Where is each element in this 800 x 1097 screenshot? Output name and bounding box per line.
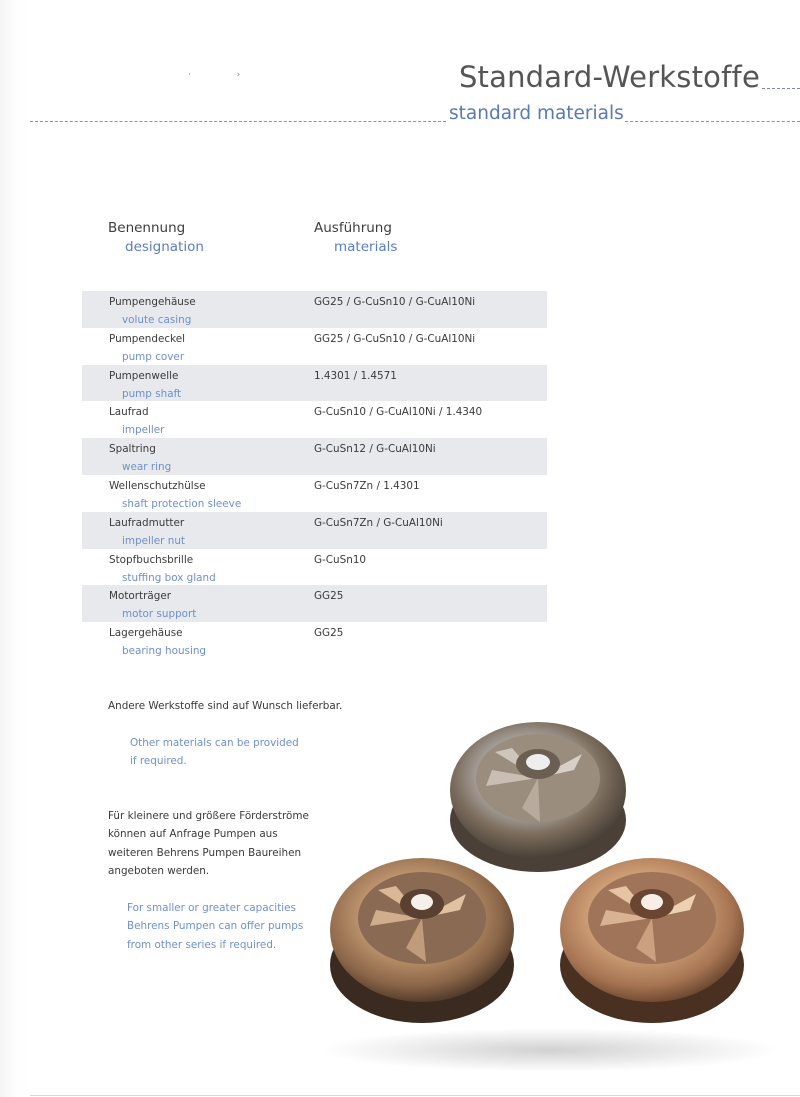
- other-materials-note-en: [130, 734, 299, 771]
- designation-en: pump shaft: [122, 387, 182, 400]
- photo-shadow: [320, 1028, 780, 1070]
- table-row: [82, 512, 547, 549]
- designation-de: Pumpendeckel: [109, 332, 185, 345]
- table-row: [82, 365, 547, 402]
- designation-de: Laufradmutter: [109, 516, 185, 529]
- designation-en: bearing housing: [122, 645, 207, 658]
- designation-de: Laufrad: [109, 406, 149, 419]
- table-row: [82, 291, 547, 328]
- note-line: Für kleinere und größere Förderströme: [108, 810, 309, 822]
- note-line: Behrens Pumpen can offer pumps: [127, 920, 304, 933]
- series-note-de: [108, 807, 309, 880]
- bronze-impeller: [330, 858, 514, 1023]
- table-row: [82, 549, 547, 586]
- materials-header-en: materials: [334, 239, 398, 255]
- note-line: können auf Anfrage Pumpen aus: [108, 828, 278, 841]
- dotted-rule-left: [30, 121, 446, 122]
- designation-de: Motorträger: [109, 590, 171, 603]
- impellers-photo: [290, 690, 800, 1070]
- scan-specks: · ›: [188, 70, 241, 80]
- material-value: GG25 / G-CuSn10 / G-CuAl10Ni: [314, 296, 476, 308]
- material-value: G-CuSn10: [314, 553, 367, 566]
- designation-de: Pumpenwelle: [109, 369, 179, 382]
- note-line: Other materials can be provided: [130, 737, 299, 749]
- materials-table: [82, 291, 547, 659]
- steel-impeller: [450, 722, 626, 872]
- designation-header-en: designation: [125, 239, 204, 255]
- table-row: [82, 401, 547, 438]
- table-row: [82, 328, 547, 365]
- material-value: GG25: [314, 627, 344, 640]
- bottom-rule: [30, 1095, 800, 1096]
- table-row: [82, 438, 547, 475]
- designation-de: Lagergehäuse: [109, 627, 183, 640]
- material-value: 1.4301 / 1.4571: [314, 369, 397, 382]
- designation-de: Spaltring: [109, 443, 156, 456]
- material-value: GG25: [314, 590, 344, 603]
- page-title: Standard-Werkstoffe: [458, 60, 760, 94]
- designation-de: Stopfbuchsbrille: [109, 553, 194, 566]
- table-row: [82, 475, 547, 512]
- page-subtitle: standard materials: [449, 103, 624, 124]
- dotted-rule-right: [625, 121, 800, 122]
- designation-en: pump cover: [122, 350, 185, 363]
- designation-en: motor support: [122, 608, 197, 621]
- designation-en: wear ring: [122, 461, 172, 474]
- note-line: angeboten werden.: [108, 864, 210, 877]
- designation-en: shaft protection sleeve: [122, 497, 242, 510]
- note-line: from other series if required.: [127, 938, 277, 951]
- table-row: [82, 622, 547, 659]
- designation-en: impeller: [122, 424, 165, 437]
- series-note-en: [127, 899, 303, 954]
- designation-header: Benennung: [108, 220, 186, 236]
- materials-header: Ausführung: [314, 220, 392, 236]
- title-dotted-rule: [762, 88, 800, 89]
- note-line: if required.: [130, 755, 187, 768]
- other-materials-note-de: Andere Werkstoffe sind auf Wunsch lieferbar.: [108, 700, 343, 712]
- designation-de: Pumpengehäuse: [109, 296, 196, 308]
- note-line: weiteren Behrens Pumpen Baureihen: [108, 846, 302, 859]
- designation-en: stuffing box gland: [122, 571, 216, 584]
- material-value: G-CuSn7Zn / G-CuAl10Ni: [314, 516, 443, 529]
- designation-de: Wellenschutzhülse: [109, 479, 206, 492]
- material-value: G-CuSn12 / G-CuAl10Ni: [314, 443, 436, 456]
- note-line: For smaller or greater capacities: [127, 902, 296, 914]
- material-value: G-CuSn10 / G-CuAl10Ni / 1.4340: [314, 406, 483, 419]
- material-value: G-CuSn7Zn / 1.4301: [314, 479, 420, 492]
- designation-en: volute casing: [122, 314, 192, 326]
- copper-impeller: [560, 858, 744, 1023]
- designation-en: impeller nut: [122, 534, 185, 547]
- table-row: [82, 585, 547, 622]
- material-value: GG25 / G-CuSn10 / G-CuAl10Ni: [314, 332, 476, 345]
